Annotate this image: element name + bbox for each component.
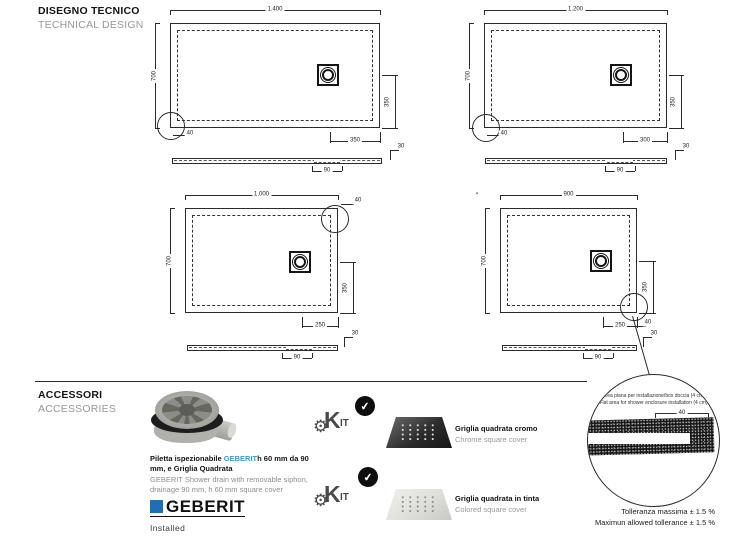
tray-cross-section-gap [587,433,690,444]
d4-dim-tick [637,195,638,200]
d3-corner-radius-circle [321,205,349,233]
d1-drain-circle-inner [322,69,334,81]
d3-dim-tick [340,262,356,263]
detail-dim-label: 40 [678,410,686,416]
d4-footnote-marker: * [475,192,479,199]
d2-dim-tick [469,23,474,24]
d2-dim-tick [667,132,668,143]
d4-dim-hole-label: 90 [594,354,602,361]
d3-side-profile-drain-notch [286,346,312,350]
d3-dim-tick [170,313,175,314]
d1-dim-tick [382,128,398,129]
section-divider [35,381,587,382]
drain-item-text [150,454,316,495]
d1-side-profile-bar [172,158,382,164]
kit-letters-it: IT [340,492,349,503]
d3-dim-drain-h-label: 250 [314,322,326,329]
d1-side-profile-drain-notch [314,159,340,163]
cover-tinta-labels [455,494,565,514]
d2-dim-tick [605,166,606,171]
kit-logo [313,481,361,516]
d3-dim-drain-v-line [353,262,354,313]
detail-note-italian: Area piana per installazione/box doccia (4 cm) [602,393,705,399]
d4-dim-tick [485,313,490,314]
d1-dim-radius-label: 40 [186,130,194,137]
d3-dim-height-label: 700 [166,255,173,266]
d3-dim-hole-label: 90 [293,354,301,361]
d2-dim-width-label: 1.200 [567,6,584,13]
d3-dim-tick [170,208,175,209]
d4-dim-tick [583,353,584,358]
d2-side-profile-bar [485,158,667,164]
d1-dim-thickness-label: 30 [397,143,405,150]
drain-strainer-hub [179,404,195,416]
kit-letter-k: K [324,481,341,507]
d1-dim-width-label: 1.400 [267,6,283,13]
d3-dim-tick [340,313,356,314]
d3-dim-thickness-bracket [344,337,353,347]
d3-drain-circle-inner [294,256,306,268]
d4-side-profile-drain-notch [585,346,611,350]
d2-side-profile-surface [487,160,665,161]
d4-dim-tick [500,195,501,200]
d2-dim-thickness-bracket [675,150,684,160]
d4-drain-circle-inner [595,255,607,267]
tolerance-english: Maximun allowed tollerance ± 1.5 % [594,518,715,527]
d1-dim-tick [330,132,331,143]
d1-dim-tick [170,10,171,15]
geberit-logo-wordmark: GEBERIT [166,497,246,516]
d3-dim-tick [185,195,186,200]
kit-letters-it: IT [340,418,349,429]
d3-side-profile-bar [187,345,338,351]
accessories-title-english: ACCESSORIES [38,403,117,415]
d4-dim-height-label: 700 [481,255,488,266]
d2-dim-tick [484,10,485,15]
d1-dim-drain-h-label: 350 [349,137,361,144]
d1-dim-tick [382,75,398,76]
drain-item-brand-highlight: GEBERIT [223,454,258,463]
d2-corner-radius-circle [472,114,500,142]
d4-dim-tick [485,208,490,209]
drain-item-name-prefix: Piletta ispezionabile [150,454,224,463]
d3-dim-tick [312,353,313,358]
chrome-square-cover-photo [386,417,452,448]
d1-dim-tick [380,132,381,143]
d4-dim-thickness-bracket [643,337,652,347]
cover-name-italian: Griglia quadrata cromo [455,424,538,433]
d2-dim-thickness-label: 30 [682,143,690,150]
gear-icon: ⚙ [313,491,329,511]
d4-dim-tick [639,261,656,262]
drain-item-name [150,454,316,474]
checkmark-icon: ✔ [362,470,374,485]
d3-dim-thickness-label: 30 [351,330,359,337]
gear-icon: ⚙ [313,417,329,437]
d1-dim-tick [155,23,160,24]
d4-dim-thickness-label: 30 [650,330,658,337]
checkmark-icon: ✔ [359,399,371,414]
accessories-title-italian: ACCESSORI [38,389,103,401]
d4-side-profile-bar [502,345,637,351]
cover-name-italian: Griglia quadrata in tinta [455,494,540,503]
geberit-installed-label: Installed [150,523,186,533]
d1-dim-tick [380,10,381,15]
d1-dim-tick [342,166,343,171]
d3-side-profile-surface [189,347,336,348]
drain-item-description: GEBERIT Shower drain with removable siphon, drainage 90 mm, h 60 mm square cover [150,475,308,494]
d3-dim-tick [338,317,339,328]
detail-note-english: Flat area for shower enclosure installation (4 cm) [599,400,708,406]
d2-dim-height-label: 700 [465,70,472,81]
colored-square-cover-photo [386,489,452,520]
d1-dim-height-label: 700 [151,70,158,81]
section-accessories [38,389,116,415]
section-title-english: TECHNICAL DESIGN [38,19,144,31]
d1-dim-tick [312,166,313,171]
kit-logo [313,407,361,442]
cover-drain-holes [399,423,439,442]
d3-dim-width-label: 1.000 [253,191,270,198]
d4-corner-radius-circle [620,293,648,321]
d2-dim-drain-v-label: 350 [670,96,677,107]
d4-side-profile-surface [504,347,635,348]
d3-dim-tick [302,317,303,328]
d2-dim-tick [635,166,636,171]
d1-shower-area-dashed [177,30,373,121]
tolerance-note [550,506,715,528]
d4-dim-tick [613,353,614,358]
d2-side-profile-drain-notch [607,159,633,163]
d1-dim-drain-v-label: 350 [384,96,391,107]
d4-dim-width-label: 900 [563,191,574,198]
cover-name-english: Chrome square cover [455,435,528,444]
d2-dim-tick [669,128,684,129]
edge-detail-magnifier [587,374,720,507]
d3-dim-drain-v-label: 350 [342,282,349,293]
d4-dim-drain-v-line [653,261,654,313]
d3-dim-tick [338,195,339,200]
d1-dim-thickness-bracket [390,150,399,160]
geberit-logo [150,499,245,517]
drain-item-name-suffix: h 60 mm da 90 mm, e Griglia Quadrata [150,454,309,473]
d2-drain-circle-inner [615,69,627,81]
tolerance-italian: Tolleranza massima ± 1.5 % [621,507,715,516]
d2-dim-tick [623,132,624,143]
detail-dim-tick [655,413,656,418]
d3-dim-tick [282,353,283,358]
d4-dim-radius-label: 40 [644,319,652,326]
d4-dim-drain-v-label: 350 [642,281,649,293]
cover-name-english: Colored square cover [455,505,527,514]
d2-dim-radius-label: 40 [500,130,508,137]
geberit-logo-square [150,500,163,513]
d1-side-profile-surface [174,160,380,161]
d1-dim-drain-v-line [395,75,396,128]
d2-dim-tick [669,75,684,76]
cover-chrome-labels [455,424,565,444]
kit-letter-k: K [324,407,341,433]
d2-dim-drain-h-label: 300 [639,137,651,144]
d2-shower-area-dashed [491,30,660,121]
d4-dim-tick [603,317,604,328]
cover-drain-holes [399,495,439,514]
geberit-drain-photo [150,389,236,449]
d2-dim-drain-v-line [681,75,682,128]
d3-dim-radius-label: 40 [354,197,362,204]
d2-dim-hole-label: 90 [616,167,624,174]
d2-dim-tick [667,10,668,15]
d4-dim-drain-h-label: 250 [614,322,626,329]
section-title-italian: DISEGNO TECNICO [38,5,140,17]
d1-dim-hole-label: 90 [323,167,331,174]
